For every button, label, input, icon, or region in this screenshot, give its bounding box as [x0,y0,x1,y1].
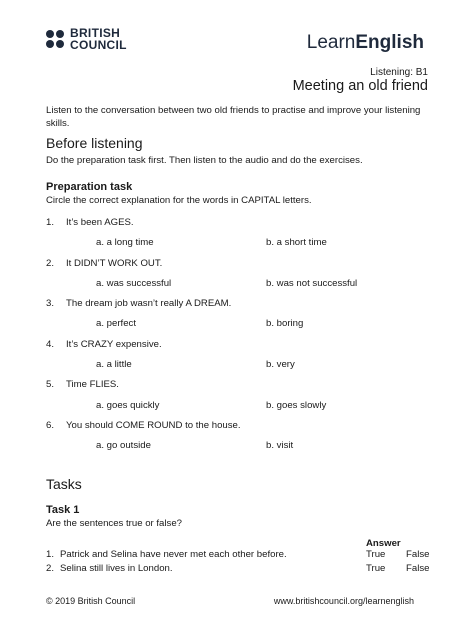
page-title: Meeting an old friend [292,78,428,94]
question-1-option-a[interactable]: a. a long time [96,237,154,248]
preparation-task-heading: Preparation task [46,181,133,193]
logo-line-1: BRITISH [70,26,121,40]
task-1-row-2: 2. Selina still lives in London. True False [46,563,430,574]
false-option[interactable]: False [406,549,430,560]
question-5: 5. Time FLIES. [46,379,119,390]
true-option[interactable]: True [366,549,386,560]
question-4-option-a[interactable]: a. a little [96,359,132,370]
question-4-option-b[interactable]: b. very [266,359,295,370]
footer-copyright: © 2019 British Council [46,596,136,606]
question-2: 2. It DIDN’T WORK OUT. [46,258,163,269]
task-1-instruction: Are the sentences true or false? [46,518,182,529]
tasks-heading: Tasks [46,476,82,492]
question-3-option-a[interactable]: a. perfect [96,318,136,329]
question-6-option-a[interactable]: a. go outside [96,440,151,451]
question-1: 1. It’s been AGES. [46,217,134,228]
true-option[interactable]: True [366,563,386,574]
answer-column-header: Answer [366,538,401,549]
question-3-option-b[interactable]: b. boring [266,318,304,329]
skill-level: Listening: B1 [370,67,428,78]
question-5-option-b[interactable]: b. goes slowly [266,400,327,411]
task-1-row-1: 1. Patrick and Selina have never met each other before. True False [46,549,430,560]
question-6-option-b[interactable]: b. visit [266,440,294,451]
footer-url[interactable]: www.britishcouncil.org/learnenglish [273,596,414,606]
logo-line-2: COUNCIL [70,38,127,52]
question-5-option-a[interactable]: a. goes quickly [96,400,160,411]
question-2-option-a[interactable]: a. was successful [96,278,172,289]
question-2-option-b[interactable]: b. was not successful [266,278,358,289]
question-6: 6. You should COME ROUND to the house. [46,420,241,431]
british-council-dots-icon [46,30,64,48]
question-4: 4. It’s CRAZY expensive. [46,339,162,350]
before-listening-heading: Before listening [46,135,143,151]
question-3: 3. The dream job wasn’t really A DREAM. [46,298,232,309]
british-council-logo [46,27,127,51]
question-1-option-b[interactable]: b. a short time [266,237,327,248]
preparation-task-instruction: Circle the correct explanation for the words in CAPITAL letters. [46,195,312,206]
intro-text: Listen to the conversation between two old friends to practise and improve your listening skills. [46,105,421,129]
statement-text: Selina still lives in London. [60,563,173,574]
statement-text: Patrick and Selina have never met each other before. [60,549,287,560]
before-listening-text: Do the preparation task first. Then listen to the audio and do the exercises. [46,155,363,166]
learnenglish-logo: LearnEnglish [306,32,424,53]
false-option[interactable]: False [406,563,430,574]
task-1-heading: Task 1 [46,504,80,516]
